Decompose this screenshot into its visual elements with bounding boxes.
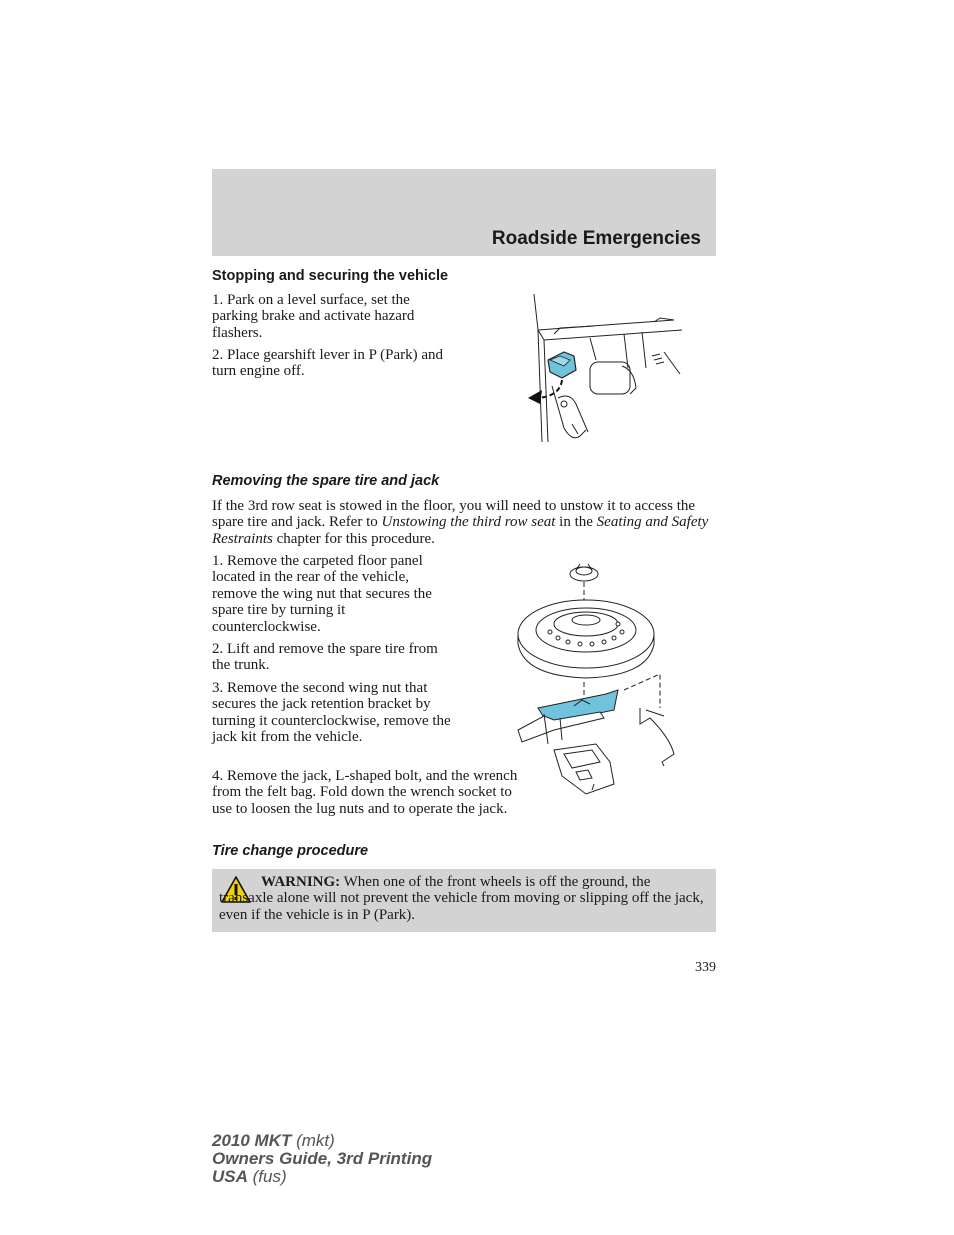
gearshift-illustration xyxy=(524,292,686,456)
heading-removing: Removing the spare tire and jack xyxy=(212,473,440,489)
stopping-step-1: 1. Park on a level surface, set the parking brake and activate hazard flashers. xyxy=(212,292,415,341)
ref-unstowing: Unstowing the third row seat xyxy=(381,514,556,531)
heading-stopping: Stopping and securing the vehicle xyxy=(212,268,449,284)
warning-box xyxy=(212,869,716,932)
warning-label: WARNING: xyxy=(261,874,341,890)
removing-step-1: 1. Remove the carpeted floor panel located in the rear of the vehicle, remove the wing nut that secures the spare tire by turning it counterclockwise. xyxy=(212,553,432,635)
removing-step-3: 3. Remove the second wing nut that secures the jack retention bracket by turning it counterclockwise, remove the jack kit from the vehicle. xyxy=(212,680,451,746)
footer-region: USA xyxy=(212,1167,248,1186)
section-title: Roadside Emergencies xyxy=(491,228,701,249)
removing-step-4: 4. Remove the jack, L-shaped bolt, and the wrench from the felt bag. Fold down the wrench socket to use to loosen the lug nuts and to operate the jack. xyxy=(212,768,518,817)
spare-tire-jack-illustration xyxy=(514,558,684,802)
section-header-band xyxy=(212,169,716,256)
page-number: 339 xyxy=(695,960,716,975)
footer: 2010 MKT (mkt) Owners Guide, 3rd Printing USA (fus) xyxy=(212,1131,433,1186)
warning-text: WARNING: When one of the front wheels is off the ground, the transaxle alone will not prevent the vehicle from moving or slipping off the jack, even if the vehicle is in P (Park). xyxy=(219,874,704,923)
footer-guide: Owners Guide, 3rd Printing xyxy=(212,1149,433,1168)
heading-tire-change: Tire change procedure xyxy=(212,843,369,859)
removing-intro: If the 3rd row seat is stowed in the floor, you will need to unstow it to access the spare tire and jack. Refer to Unstowing the third row seat in the Seating and Safety Restraints chapter for this procedure. xyxy=(212,498,709,547)
footer-model: 2010 MKT xyxy=(212,1131,292,1150)
removing-step-2: 2. Lift and remove the spare tire from the trunk. xyxy=(212,641,438,674)
ref-seating: Seating and Safety Restraints xyxy=(212,514,709,547)
stopping-step-2: 2. Place gearshift lever in P (Park) and turn engine off. xyxy=(212,347,444,380)
